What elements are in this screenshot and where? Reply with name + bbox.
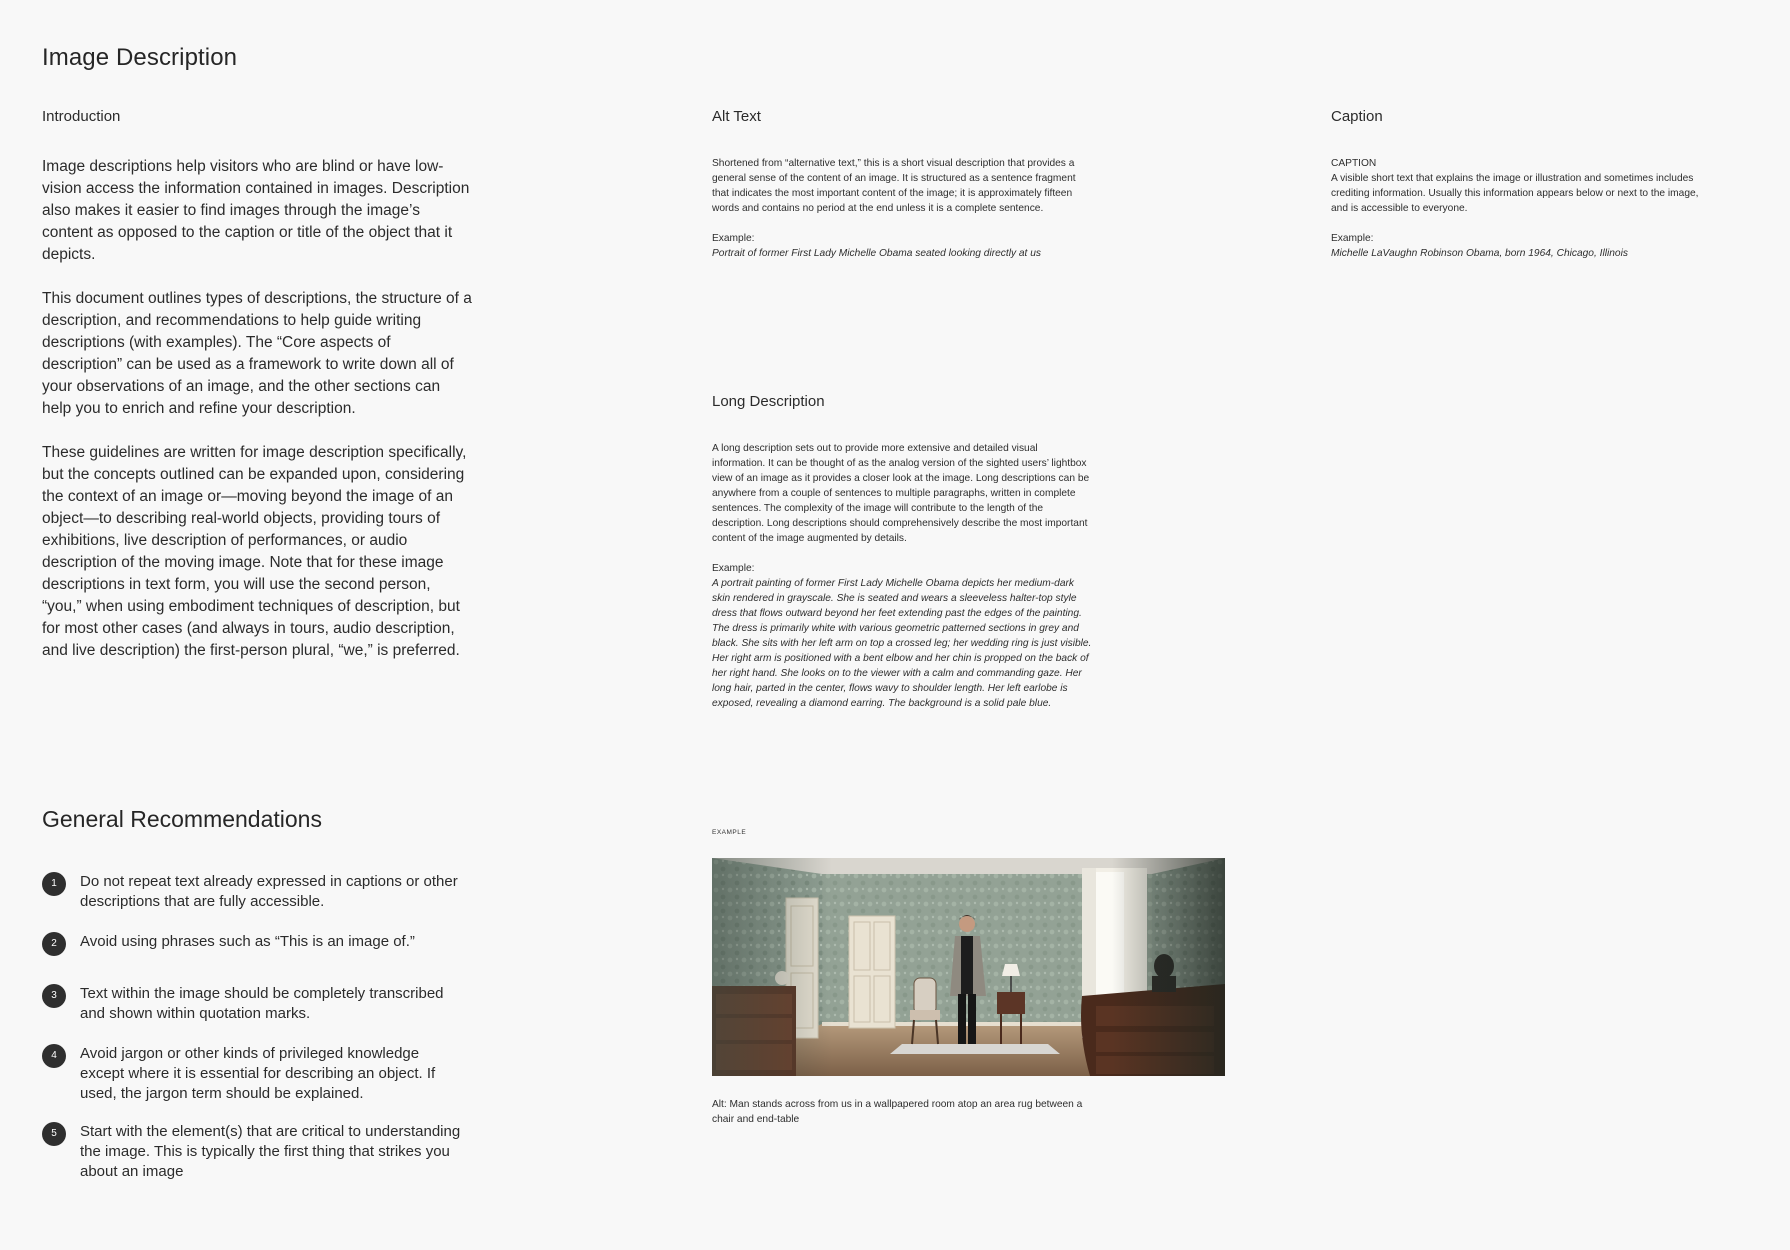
long-description-body: A long description sets out to provide more extensive and detailed visual information. It can be thought of as the analog version of the sighted users’ lightbox view of an image as it provides a closer look at the image. Long descriptions can be anywhere from a couple of sentences to multiple paragraphs, written in complete sentences. The complexity of the image will contribute to the length of the description. Long descriptions should comprehensively describe the most important content of the image augmented by details. bbox=[712, 443, 1090, 544]
caption-kicker: CAPTION bbox=[1331, 158, 1377, 169]
alt-text-body-block bbox=[712, 156, 1092, 261]
recommendation-text: Start with the element(s) that are critical to understanding the image. This is typically the first thing that strikes you about an image bbox=[80, 1123, 461, 1180]
recommendation-item bbox=[42, 872, 462, 912]
recommendation-number-badge: 3 bbox=[42, 984, 66, 1008]
alt-text-example: Portrait of former First Lady Michelle Obama seated looking directly at us bbox=[712, 248, 1041, 259]
recommendation-item bbox=[42, 1044, 462, 1104]
example-photo-illustration bbox=[712, 858, 1225, 1076]
alt-text-heading: Alt Text bbox=[712, 108, 761, 125]
alt-text-body: Shortened from “alternative text,” this is a short visual description that provides a general sense of the content of an image. It is structured as a sentence fragment that indicates the most important content of the image; it is approximately fifteen words and contains no period at the end unless it is a complete sentence. bbox=[712, 158, 1076, 214]
recommendation-number-badge: 5 bbox=[42, 1122, 66, 1146]
recommendation-number-badge: 1 bbox=[42, 872, 66, 896]
recommendation-text: Text within the image should be completely transcribed and shown within quotation marks. bbox=[80, 985, 444, 1022]
recommendation-text: Avoid using phrases such as “This is an image of.” bbox=[80, 933, 415, 950]
introduction-paragraph: These guidelines are written for image description specifically, but the concepts outlined can be expanded upon, considering the context of an image or—moving beyond the image of an object—to describing real-world objects, providing tours of exhibitions, live description of performances, or audio description of the moving image. Note that for these image descriptions in text form, you will use the second person, “you,” when using embodiment techniques of description, but for most other cases (and always in tours, audio description, and live description) the first-person plural, “we,” is preferred. bbox=[42, 444, 467, 659]
long-description-example-label: Example: bbox=[712, 563, 755, 574]
caption-body-block bbox=[1331, 156, 1711, 261]
caption-example: Michelle LaVaughn Robinson Obama, born 1964, Chicago, Illinois bbox=[1331, 248, 1628, 259]
introduction-paragraph: Image descriptions help visitors who are blind or have low-vision access the information contained in images. Description also makes it easier to find images through the image’s content as opposed to the caption or title of the object that it depicts. bbox=[42, 158, 470, 263]
caption-body: A visible short text that explains the image or illustration and sometimes includes crediting information. Usually this information appears below or next to the image, and is accessible to everyone. bbox=[1331, 173, 1699, 214]
introduction-paragraph: This document outlines types of descriptions, the structure of a description, and recommendations to help guide writing descriptions (with examples). The “Core aspects of description” can be used as a framework to write down all of your observations of an image, and the other sections can help you to enrich and refine your description. bbox=[42, 290, 472, 417]
long-description-example: A portrait painting of former First Lady Michelle Obama depicts her medium-dark skin rendered in grayscale. She is seated and wears a sleeveless halter-top style dress that flows outward beyond her feet extending past the edges of the painting. The dress is primarily white with various geometric patterned sections in grey and black. She sits with her left arm on top a crossed leg; her wedding ring is just visible. Her right arm is positioned with a bent elbow and her chin is propped on the back of her right hand. She looks on to the viewer with a calm and commanding gaze. Her long hair, parted in the center, flows wavy to shoulder length. Her left earlobe is exposed, revealing a diamond earring. The background is a solid pale blue. bbox=[712, 578, 1092, 709]
introduction-body bbox=[42, 156, 472, 684]
recommendations-list bbox=[42, 872, 462, 1182]
example-photo bbox=[712, 858, 1225, 1076]
recommendation-text: Avoid jargon or other kinds of privileged knowledge except where it is essential for describing an object. If used, the jargon term should be explained. bbox=[80, 1045, 436, 1102]
recommendation-item bbox=[42, 984, 462, 1024]
long-description-heading: Long Description bbox=[712, 393, 825, 410]
recommendations-heading: General Recommendations bbox=[42, 806, 322, 832]
recommendation-item bbox=[42, 1122, 462, 1182]
recommendation-text: Do not repeat text already expressed in captions or other descriptions that are fully accessible. bbox=[80, 873, 458, 910]
recommendation-number-badge: 2 bbox=[42, 932, 66, 956]
caption-heading: Caption bbox=[1331, 108, 1383, 125]
alt-text-example-label: Example: bbox=[712, 233, 755, 244]
caption-example-label: Example: bbox=[1331, 233, 1374, 244]
page-title: Image Description bbox=[42, 44, 238, 71]
recommendation-number-badge: 4 bbox=[42, 1044, 66, 1068]
example-label: EXAMPLE bbox=[712, 829, 747, 836]
example-alt-caption: Alt: Man stands across from us in a wallpapered room atop an area rug between a chair and end-table bbox=[712, 1099, 1083, 1125]
introduction-heading: Introduction bbox=[42, 108, 121, 125]
recommendation-item bbox=[42, 932, 462, 952]
long-description-body-block bbox=[712, 441, 1092, 711]
